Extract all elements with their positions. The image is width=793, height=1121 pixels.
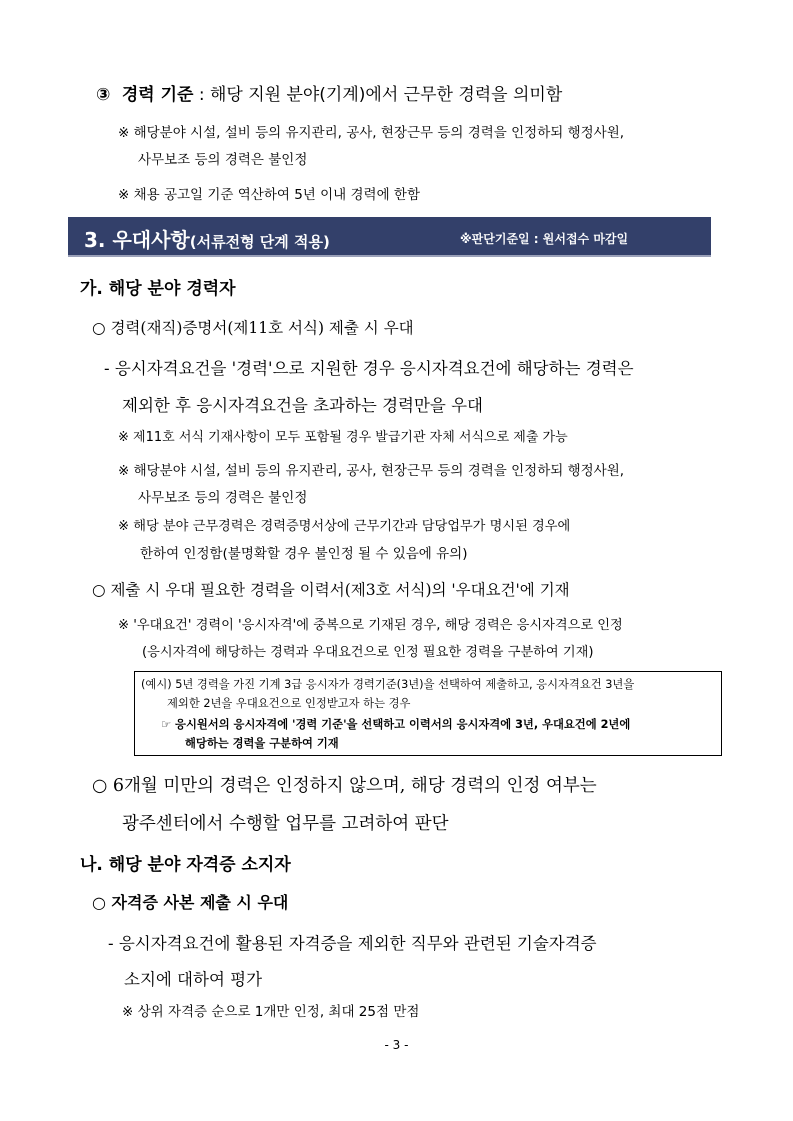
heading-na: 나. 해당 분야 자격증 소지자 (80, 855, 291, 875)
na-bullet-1: ○ 자격증 사본 제출 시 우대 (92, 893, 289, 912)
banner-main: 3. 우대사항 (84, 228, 190, 252)
na-dash-1-line-1: - 응시자격요건에 활용된 자격증을 제외한 직무와 관련된 기술자격증 (108, 934, 597, 953)
criteria-text: : 해당 지원 분야(기계)에서 근무한 경력을 의미함 (193, 85, 563, 105)
ga-bullet-3-line-1: ○ 6개월 미만의 경력은 인정하지 않으며, 해당 경력의 인정 여부는 (92, 776, 597, 796)
ga-note-4-line-2: (응시자격에 해당하는 경력과 우대요건으로 인정 필요한 경력을 구분하여 기재) (142, 645, 594, 660)
ga-bullet-3-line-2: 광주센터에서 수행할 업무를 고려하여 판단 (122, 814, 449, 834)
ga-dash-1-line-2: 제외한 후 응시자격요건을 초과하는 경력만을 우대 (122, 396, 483, 415)
example-line-2: 제외한 2년을 우대요건으로 인정받고자 하는 경우 (167, 697, 411, 710)
na-note-1: ※ 상위 자격증 순으로 1개만 인정, 최대 25점 만점 (122, 1004, 420, 1020)
page-number: - 3 - (384, 1038, 409, 1052)
heading-ga: 가. 해당 분야 경력자 (80, 279, 236, 299)
na-dash-1-line-2: 소지에 대하여 평가 (124, 970, 263, 989)
ga-note-1: ※ 제11호 서식 기재사항이 모두 포함될 경우 발급기관 자체 서식으로 제출 가능 (118, 430, 568, 445)
example-line-4: 해당하는 경력을 구분하여 기재 (185, 737, 339, 750)
criteria-note-1-line-1: ※ 해당분야 시설, 설비 등의 유지관리, 공사, 현장근무 등의 경력을 인정하되 행정사원, (118, 125, 625, 141)
section-banner (68, 217, 711, 257)
criteria-title: 경력 기준 (121, 85, 194, 105)
example-line-3: ☞ 응시원서의 응시자격에 '경력 기준'을 선택하고 이력서의 응시자격에 3년, 우대요건에 2년에 (161, 718, 631, 731)
banner-note: ※판단기준일 : 원서접수 마감일 (460, 232, 629, 246)
criteria-item (96, 80, 562, 105)
ga-bullet-1: ○ 경력(재직)증명서(제11호 서식) 제출 시 우대 (92, 319, 414, 337)
ga-note-3-line-1: ※ 해당 분야 근무경력은 경력증명서상에 근무기간과 담당업무가 명시된 경우에 (118, 519, 571, 534)
ga-note-3-line-2: 한하여 인정함(불명확할 경우 불인정 될 수 있음에 유의) (140, 546, 468, 562)
circled-number: ③ (96, 85, 111, 105)
criteria-note-2: ※ 채용 공고일 기준 역산하여 5년 이내 경력에 한함 (118, 187, 421, 203)
ga-note-2-line-1: ※ 해당분야 시설, 설비 등의 유지관리, 공사, 현장근무 등의 경력을 인정하되 행정사원, (118, 463, 625, 479)
example-box (134, 671, 722, 756)
example-line-1: (예시) 5년 경력을 가진 기계 3급 응시자가 경력기준(3년)을 선택하여 제출하고, 응시자격요건 3년을 (141, 678, 635, 691)
ga-note-2-line-2: 사무보조 등의 경력은 불인정 (138, 490, 308, 506)
banner-sub: (서류전형 단계 적용) (189, 233, 330, 251)
banner-title (84, 224, 330, 253)
ga-dash-1-line-1: - 응시자격요건을 '경력'으로 지원한 경우 응시자격요건에 해당하는 경력은 (104, 359, 634, 378)
ga-note-4-line-1: ※ '우대요건' 경력이 '응시자격'에 중복으로 기재된 경우, 해당 경력은 응시자격으로 인정 (118, 618, 623, 633)
ga-bullet-2: ○ 제출 시 우대 필요한 경력을 이력서(제3호 서식)의 '우대요건'에 기재 (92, 581, 570, 599)
criteria-note-1-line-2: 사무보조 등의 경력은 불인정 (138, 152, 308, 168)
